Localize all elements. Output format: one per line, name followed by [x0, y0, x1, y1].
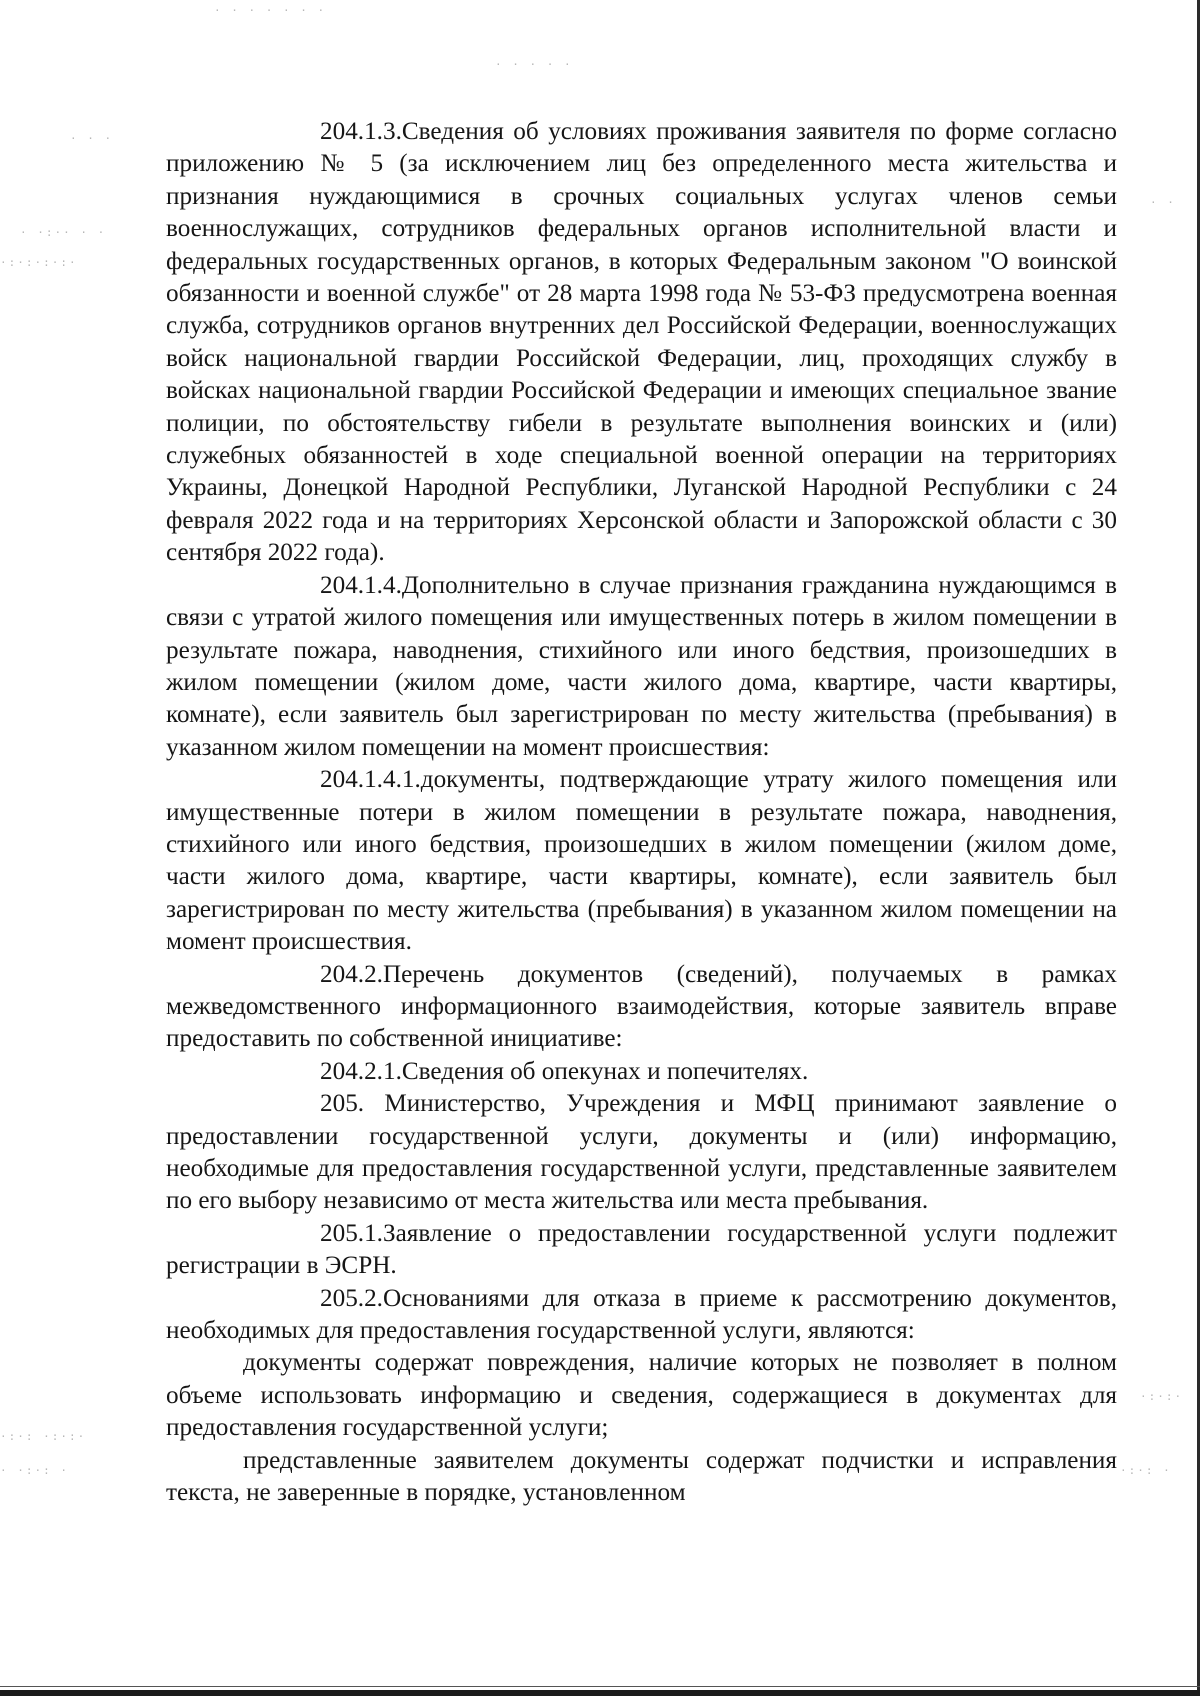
paragraph-text: документы содержат повреждения, наличие которых не позволяет в полном объеме использовать информацию и сведения, содержащиеся в документах для предоставления государственной услуги; [166, 1349, 1117, 1442]
paragraph-text: Перечень документов (сведений), получаемых в рамках межведомственного информационного взаимодействия, которые заявитель вправе предоставить по собственной инициативе: [166, 960, 1117, 1053]
paragraph-refusal-reason-damage [166, 1347, 1117, 1444]
paragraph-number: 205. [320, 1090, 365, 1118]
scan-noise: ·:·: · [1120, 1464, 1172, 1477]
paragraph-205 [166, 1088, 1117, 1218]
paragraph-204-1-4 [166, 570, 1117, 764]
scan-noise: · ·:·: · [0, 1464, 69, 1477]
scan-noise: ·:·: ·:·:· [0, 1430, 87, 1443]
paragraph-204-1-4-1 [166, 764, 1117, 958]
paragraph-text: Дополнительно в случае признания гражданина нуждающимся в связи с утратой жилого помещения или имущественных потерь в жилом помещении в результате пожара, наводнения, стихийного или иного бедствия, произошедших в жилом помещении (жилом доме, части жилого дома, квартире, части квартиры, комнате), если заявитель был зарегистрирован по месту жительства (пребывания) в указанном жилом помещении на момент происшествия: [166, 571, 1117, 761]
paragraph-number: 205.1. [320, 1219, 383, 1247]
paragraph-text: Министерство, Учреждения и МФЦ принимают заявление о предоставлении государственной услуги, документы и (или) информацию, необходимые для предоставления государственной услуги, представленные заявителем по его выбору независимо от места жительства или места пребывания. [166, 1090, 1118, 1215]
document-body [166, 116, 1117, 1509]
paragraph-text: Сведения об опекунах и попечителях. [401, 1057, 809, 1085]
paragraph-204-1-3 [166, 116, 1117, 570]
scan-noise: · · · [70, 132, 114, 145]
paragraph-text: Сведения об условиях проживания заявителя по форме согласно приложению № 5 (за исключением лиц без определенного места жительства и признания нуждающимися в срочных социальных услугах членов семьи военнослужащих, сотрудников федеральных органов исполнительной власти и федеральных государственных органов, в которых Федеральным законом "О воинской обязанности и военной службе" от 28 марта 1998 года № 53-ФЗ предусмотрена военная служба, сотрудников органов внутренних дел Российской Федерации, военнослужащих войск национальной гвардии Российской Федерации, лиц, проходящих службу в войсках национальной гвардии Российской Федерации и имеющих специальное звание полиции, по обстоятельству гибели в результате выполнения воинских и (или) служебных обязанностей в ходе специальной военной операции на территориях Украины, Донецкой Народной Республики, Луганской Народной Республики с 24 февраля 2022 года и на территориях Херсонской области и Запорожской области с 30 сентября 2022 года). [166, 118, 1117, 567]
scan-noise: · · · · · · · [214, 4, 327, 17]
paragraph-text: Основаниями для отказа в приеме к рассмотрению документов, необходимых для предоставления государственной услуги, являются: [166, 1284, 1117, 1345]
paragraph-204-2 [166, 959, 1117, 1056]
paragraph-205-1 [166, 1218, 1117, 1283]
scan-noise: · · · · · [495, 58, 573, 71]
scan-noise: · · [1150, 196, 1176, 209]
paragraph-number: 204.1.4. [320, 571, 402, 599]
scan-noise: ·:·:· [1140, 1390, 1184, 1403]
paragraph-number: 205.2. [320, 1284, 383, 1312]
paragraph-number: 204.2.1. [320, 1057, 402, 1085]
paragraph-refusal-reason-corrections [166, 1445, 1117, 1510]
paragraph-number: 204.2. [320, 960, 383, 988]
paragraph-205-2 [166, 1283, 1117, 1348]
paragraph-text: представленные заявителем документы содержат подчистки и исправления текста, не заверенные в порядке, установленном [166, 1446, 1117, 1507]
paragraph-number: 204.1.3. [320, 118, 402, 145]
paragraph-204-2-1 [166, 1056, 1117, 1088]
scan-noise: · ·:·· · · [20, 226, 107, 239]
paragraph-text: документы, подтверждающие утрату жилого помещения или имущественные потери в жилом помещении в результате пожара, наводнения, стихийного или иного бедствия, произошедших в жилом помещении (жилом доме, части жилого дома, квартире, части квартиры, комнате), если заявитель был зарегистрирован по месту жительства (пребывания) в указанном жилом помещении на момент происшествия. [166, 766, 1117, 956]
paragraph-text: Заявление о предоставлении государственной услуги подлежит регистрации в ЭСРН. [166, 1219, 1117, 1280]
scan-border-bottom-thin [0, 1686, 1200, 1687]
paragraph-number: 204.1.4.1. [320, 766, 421, 794]
scan-noise: ·:·:·:·:· [0, 256, 78, 269]
scan-border-bottom [0, 1690, 1200, 1696]
